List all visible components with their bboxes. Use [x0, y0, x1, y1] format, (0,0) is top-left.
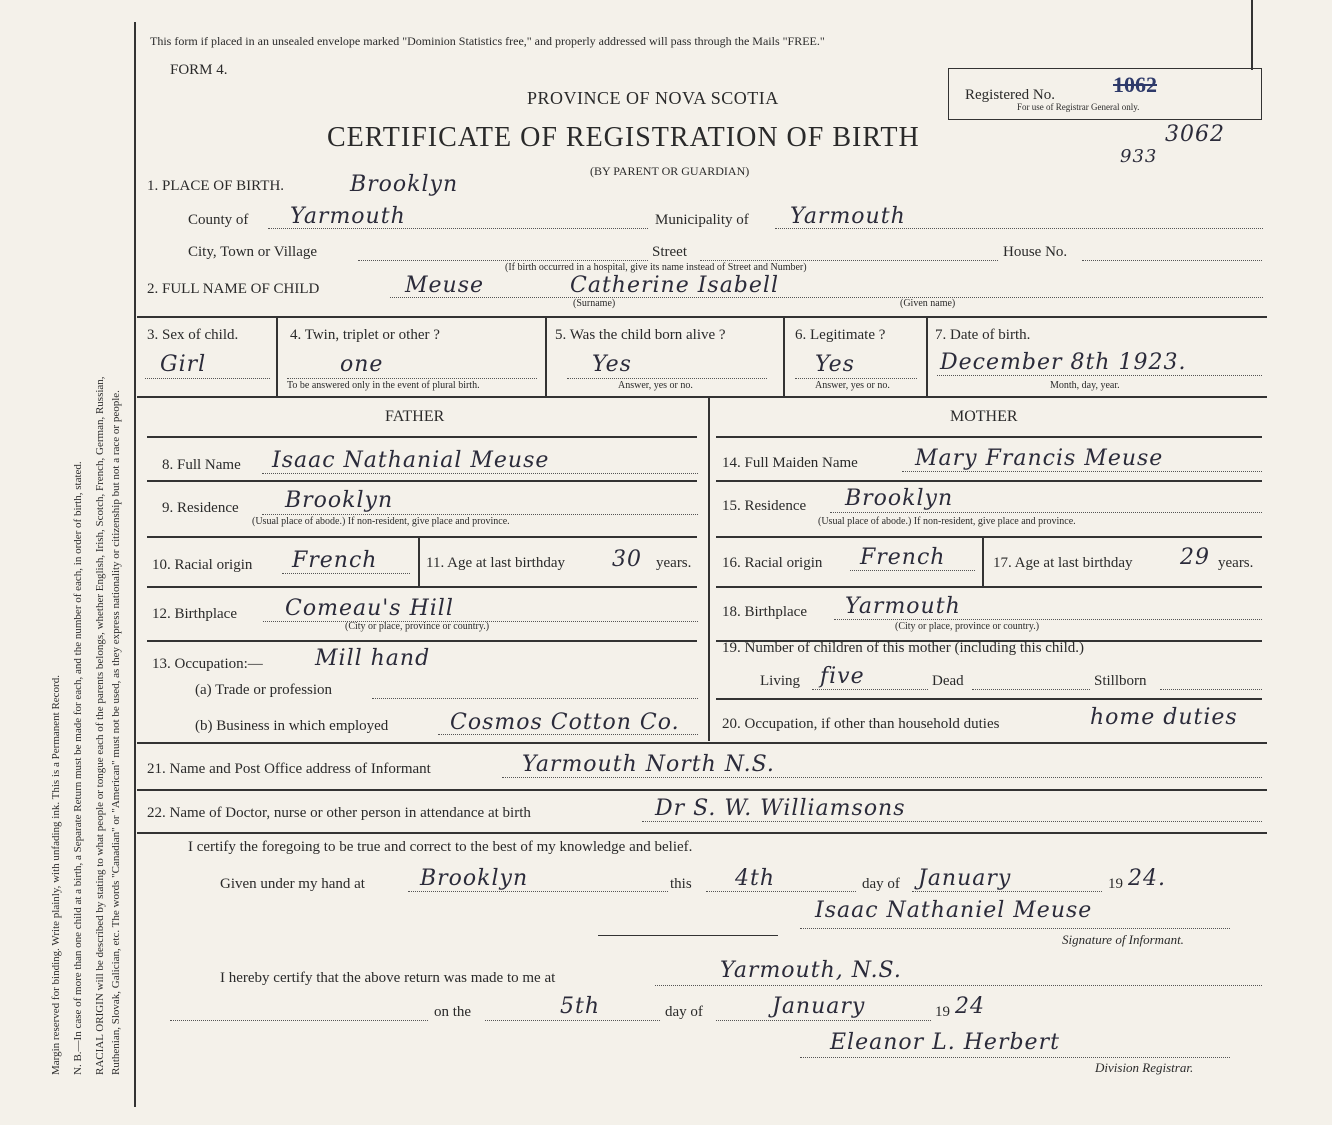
father-years: years. — [656, 555, 692, 571]
father-residence-note: (Usual place of abode.) If non-resident, give place and province. — [252, 516, 510, 527]
day-of-label: day of — [862, 876, 900, 892]
certify-statement: I certify the foregoing to be true and correct to the best of my knowledge and belief. — [188, 839, 693, 855]
father-age: 30 — [612, 547, 642, 572]
father-business: Cosmos Cotton Co. — [450, 710, 680, 735]
sex-label: 3. Sex of child. — [147, 327, 239, 343]
mother-birthplace-note: (City or place, province or country.) — [895, 621, 1040, 632]
legitimate-value: Yes — [815, 352, 855, 377]
mother-birthplace: Yarmouth — [845, 594, 961, 619]
municipality-label: Municipality of — [655, 212, 749, 228]
given-name-note: (Given name) — [900, 298, 956, 309]
father-name-label: 8. Full Name — [162, 457, 241, 473]
mother-heading: MOTHER — [950, 408, 1018, 425]
father-birthplace-note: (City or place, province or country.) — [345, 621, 490, 632]
mother-occupation-label: 20. Occupation, if other than household duties — [722, 716, 1000, 732]
county-label: County of — [188, 212, 249, 228]
registrar-day: 5th — [560, 994, 601, 1019]
father-race: French — [292, 548, 378, 573]
mother-name: Mary Francis Meuse — [915, 446, 1164, 471]
given-place: Brooklyn — [420, 866, 529, 891]
alive-value: Yes — [592, 352, 632, 377]
registration-box — [948, 68, 1262, 120]
father-residence: Brooklyn — [285, 488, 394, 513]
side-number-2: 933 — [1120, 146, 1158, 167]
city-label: City, Town or Village — [188, 244, 318, 260]
division-registrar-label: Division Registrar. — [1095, 1060, 1194, 1075]
signature-label: Signature of Informant. — [1062, 932, 1184, 947]
child-given-name: Catherine Isabell — [570, 273, 779, 298]
pen-stroke — [1251, 0, 1253, 70]
certificate-subtitle: (BY PARENT OR GUARDIAN) — [590, 164, 750, 178]
mother-residence-label: 15. Residence — [722, 498, 807, 514]
registrar-month: January — [772, 994, 866, 1019]
province-heading: PROVINCE OF NOVA SCOTIA — [527, 88, 779, 108]
doctor-name: Dr S. W. Williamsons — [655, 796, 906, 821]
house-label: House No. — [1003, 244, 1068, 260]
registrar-day-of: day of — [665, 1004, 703, 1020]
father-birthplace: Comeau's Hill — [285, 596, 454, 621]
child-surname: Meuse — [405, 273, 485, 298]
registrar-year-prefix: 19 — [935, 1004, 950, 1020]
father-occupation: Mill hand — [315, 646, 431, 671]
father-heading: FATHER — [385, 408, 445, 425]
father-residence-label: 9. Residence — [162, 500, 239, 516]
side-number-1: 3062 — [1165, 122, 1225, 147]
dob-label: 7. Date of birth. — [935, 327, 1031, 343]
alive-note: Answer, yes or no. — [618, 380, 693, 391]
registered-number: 1062 — [1113, 72, 1157, 97]
registrar-signature: Eleanor L. Herbert — [830, 1030, 1060, 1055]
surname-note: (Surname) — [573, 298, 616, 309]
year-prefix: 19 — [1108, 876, 1123, 892]
county-value: Yarmouth — [290, 204, 406, 229]
informant-label: 21. Name and Post Office address of Informant — [147, 761, 431, 777]
margin-note-1: Margin reserved for binding. Write plainly, with unfading ink. This is a Permanent Record. — [50, 675, 62, 1075]
dob-note: Month, day, year. — [1050, 380, 1120, 391]
registrar-year: 24 — [955, 994, 985, 1019]
mother-occupation: home duties — [1090, 705, 1238, 730]
registered-label: Registered No. — [965, 87, 1055, 103]
father-occupation-label: 13. Occupation:— — [152, 656, 263, 672]
place-label: 1. PLACE OF BIRTH. — [147, 178, 285, 194]
margin-note-2: N. B.—In case of more than one child at a birth, a Separate Return must be made for each, and the number of each, in order of birth, stated. — [72, 461, 84, 1075]
mother-years: years. — [1218, 555, 1254, 571]
given-label: Given under my hand at — [220, 876, 365, 892]
sex-value: Girl — [160, 352, 207, 377]
place-value: Brooklyn — [350, 172, 459, 197]
mother-race: French — [860, 545, 946, 570]
mother-residence: Brooklyn — [845, 486, 954, 511]
municipality-value: Yarmouth — [790, 204, 906, 229]
on-the-label: on the — [434, 1004, 472, 1020]
stillborn-label: Stillborn — [1094, 673, 1147, 689]
father-race-label: 10. Racial origin — [152, 557, 253, 573]
mother-race-label: 16. Racial origin — [722, 555, 823, 571]
legitimate-note: Answer, yes or no. — [815, 380, 890, 391]
legitimate-label: 6. Legitimate ? — [795, 327, 886, 343]
mother-birthplace-label: 18. Birthplace — [722, 604, 807, 620]
twin-value: one — [340, 352, 384, 377]
dob-value: December 8th 1923. — [940, 350, 1187, 375]
street-label: Street — [652, 244, 687, 260]
mother-name-label: 14. Full Maiden Name — [722, 455, 858, 471]
given-month: January — [918, 866, 1012, 891]
dead-label: Dead — [932, 673, 964, 689]
margin-line — [134, 22, 136, 1107]
father-name: Isaac Nathanial Meuse — [272, 448, 550, 473]
children-count-label: 19. Number of children of this mother (including this child.) — [722, 640, 1085, 656]
business-label: (b) Business in which employed — [195, 718, 389, 734]
father-birthplace-label: 12. Birthplace — [152, 606, 237, 622]
twin-label: 4. Twin, triplet or other ? — [290, 327, 440, 343]
hospital-note: (If birth occurred in a hospital, give its name instead of Street and Number) — [505, 262, 807, 273]
margin-note-3: RACIAL ORIGIN will be described by stating to what people or tongue each of the parents belongs, whether English, Irish, Scotch, French, German, Russian, — [94, 376, 106, 1075]
alive-label: 5. Was the child born alive ? — [555, 327, 726, 343]
doctor-label: 22. Name of Doctor, nurse or other person in attendance at birth — [147, 805, 531, 821]
margin-note-4: Ruthenian, Slovak, Galician, etc. The words "Canadian" or "American" must not be used, as they express nationality or citizenship but not a race or people. — [110, 390, 122, 1075]
twin-note: To be answered only in the event of plural birth. — [287, 380, 480, 391]
father-age-label: 11. Age at last birthday — [426, 555, 565, 571]
registrar-statement: I hereby certify that the above return was made to me at — [220, 970, 556, 986]
mother-age-label: 17. Age at last birthday — [993, 555, 1133, 571]
child-name-label: 2. FULL NAME OF CHILD — [147, 281, 320, 297]
given-day: 4th — [735, 866, 776, 891]
this-label: this — [670, 876, 692, 892]
registrar-place: Yarmouth, N.S. — [720, 958, 902, 983]
certificate-title: CERTIFICATE OF REGISTRATION OF BIRTH — [327, 122, 920, 153]
trade-label: (a) Trade or profession — [195, 682, 333, 698]
informant-address: Yarmouth North N.S. — [522, 752, 775, 777]
given-year: 24. — [1128, 866, 1166, 891]
mother-age: 29 — [1180, 545, 1210, 570]
form-number: FORM 4. — [170, 62, 228, 78]
mother-residence-note: (Usual place of abode.) If non-resident, give place and province. — [818, 516, 1076, 527]
living-label: Living — [760, 673, 800, 689]
registered-note: For use of Registrar General only. — [1017, 102, 1140, 112]
informant-signature: Isaac Nathaniel Meuse — [815, 898, 1093, 923]
living-count: five — [820, 664, 865, 689]
mail-note: This form if placed in an unsealed envelope marked "Dominion Statistics free," and properly addressed will pass through the Mails "FREE." — [150, 34, 825, 48]
